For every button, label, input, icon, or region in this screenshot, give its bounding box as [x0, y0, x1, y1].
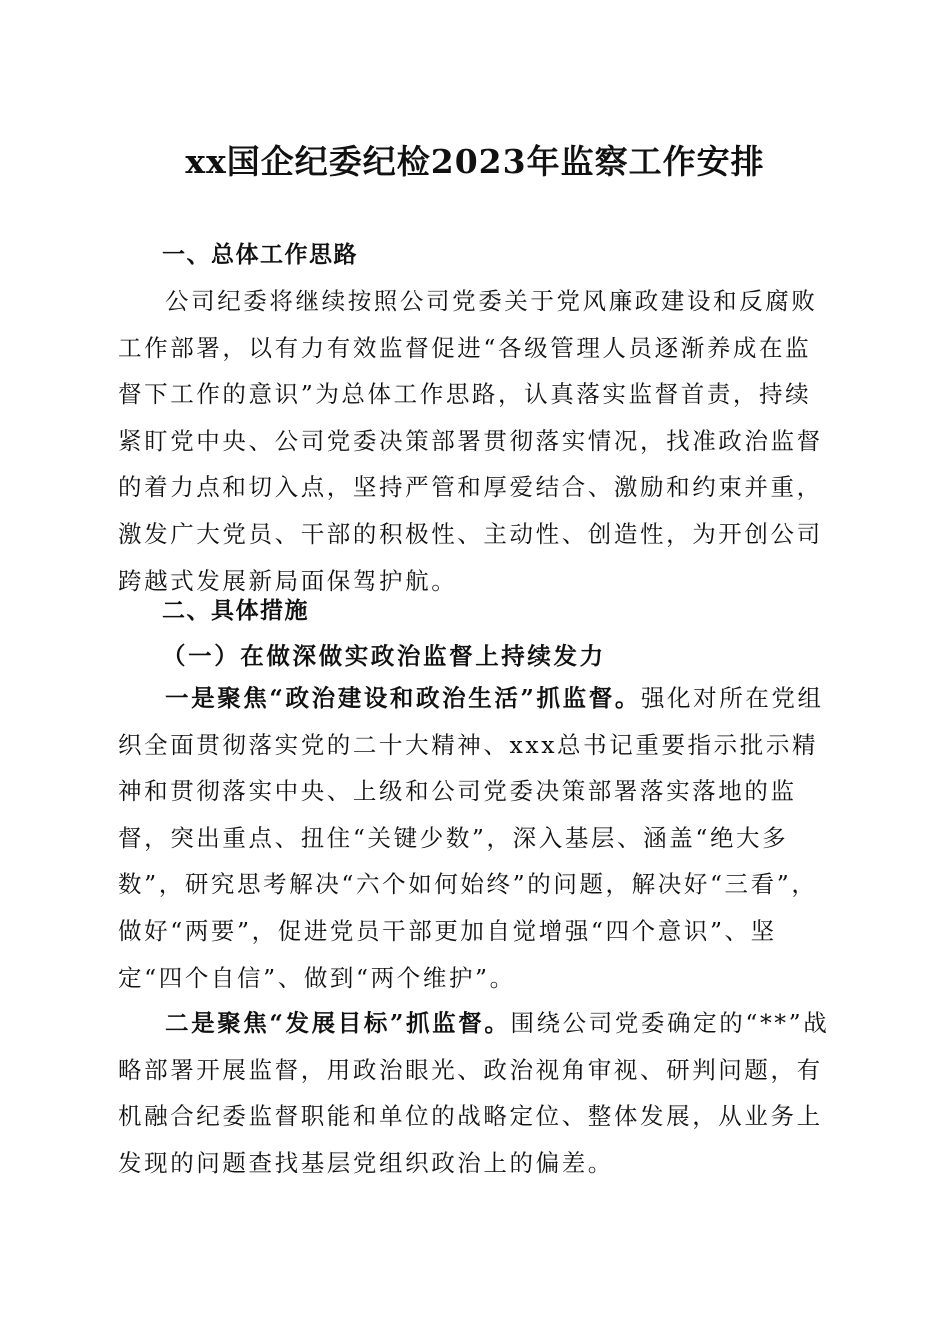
section-heading-overall-approach: 一、总体工作思路 — [162, 242, 358, 268]
paragraph-body: 围绕公司党委确定的“**”战略部署开展监督，用政治眼光、政治视角审视、研判问题，有机融合纪委监督职能和单位的战略定位、整体发展，从业务上发现的问题查找基层党组织政治上的偏差。 — [118, 1009, 830, 1177]
paragraph-overall-approach: 公司纪委将继续按照公司党委关于党风廉政建设和反腐败工作部署，以有力有效监督促进“各级管理人员逐渐养成在监督下工作的意识”为总体工作思路，认真落实监督首责，持续紧盯党中央、公司党委决策部署贯彻落实情况，找准政治监督的着力点和切入点，坚持严管和厚爱结合、激励和约束并重，激发广大党员、干部的积极性、主动性、创造性，为开创公司跨越式发展新局面保驾护航。 — [118, 287, 823, 595]
paragraph-lead: 一是聚焦“政治建设和政治生活”抓监督。 — [165, 684, 641, 712]
paragraph-lead: 二是聚焦“发展目标”抓监督。 — [165, 1009, 511, 1037]
paragraph-political-construction — [118, 675, 834, 1001]
section-heading-specific-measures: 二、具体措施 — [162, 598, 309, 624]
paragraph-body: 强化对所在党组织全面贯彻落实党的二十大精神、xxx总书记重要指示批示精神和贯彻落实中央、上级和公司党委决策部署落实落地的监督，突出重点、扭住“关键少数”，深入基层、涵盖“绝大多数”，研究思考解决“六个如何始终”的问题，解决好“三看”，做好“两要”，促进党员干部更加自觉增强“四个意识”、坚定“四个自信”、做到“两个维护”。 — [118, 684, 824, 992]
document-title: xx国企纪委纪检2023年监察工作安排 — [185, 142, 765, 181]
paragraph-development-goals — [118, 1000, 834, 1186]
subheading-political-supervision: （一）在做深做实政治监督上持续发力 — [162, 642, 606, 670]
